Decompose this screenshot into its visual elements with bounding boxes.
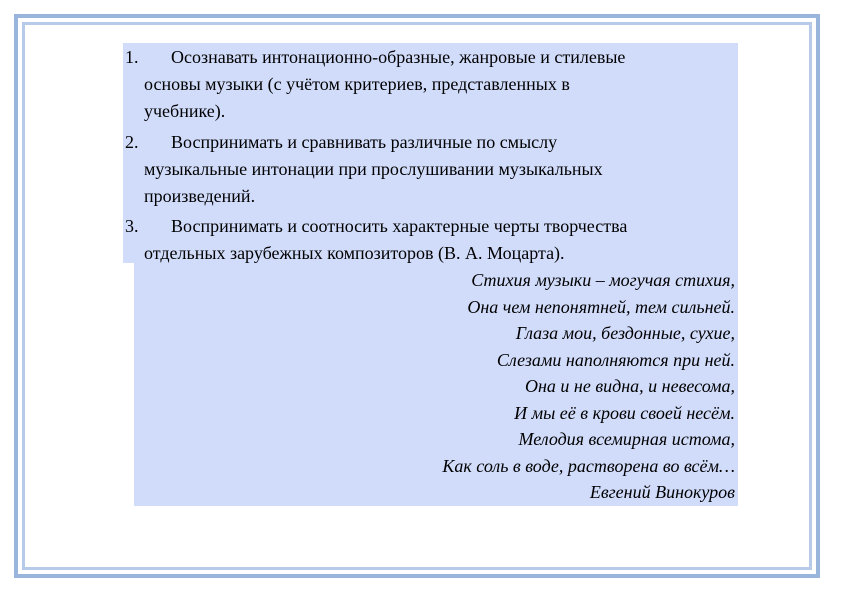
poem-line: И мы её в крови своей несём. (514, 402, 735, 423)
goal-item-2 (123, 129, 738, 210)
poem-line: Глаза мои, бездонные, сухие, (515, 323, 735, 343)
poem-line: Стихия музыки – могучая стихия, (471, 270, 735, 290)
goal-line: учебнике). (144, 101, 226, 121)
goal-line: основы музыки (с учётом критериев, представленных в (144, 74, 570, 94)
poem-line: Она чем непонятней, тем сильней. (467, 296, 735, 317)
goal-line: произведений. (144, 186, 256, 206)
goal-line: отдельных зарубежных композиторов (В. А. Моцарта). (144, 243, 565, 263)
goal-item-1 (123, 44, 738, 125)
poem-line: Мелодия всемирная истома, (518, 429, 735, 449)
poem-text (442, 267, 735, 506)
poem-line: Слезами наполняются при ней. (496, 349, 735, 370)
goal-item-3 (123, 213, 738, 267)
goal-number: 3. (125, 216, 139, 236)
goal-line: Воспринимать и сравнивать различные по смыслу (171, 132, 558, 152)
goals-list (123, 43, 738, 263)
poem-line: Как соль в воде, растворена во всём… (442, 455, 735, 476)
poem-author: Евгений Винокуров (589, 482, 735, 502)
poem-line: Она и не видна, и невесома, (524, 376, 735, 396)
goal-number: 2. (125, 132, 139, 152)
goal-line: Осознавать интонационно-образные, жанровые и стилевые (171, 47, 626, 67)
goal-number: 1. (125, 47, 139, 67)
goal-line: Воспринимать и соотносить характерные черты творчества (171, 216, 628, 236)
poem-block (134, 263, 738, 506)
goal-line: музыкальные интонации при прослушивании музыкальных (144, 159, 603, 179)
